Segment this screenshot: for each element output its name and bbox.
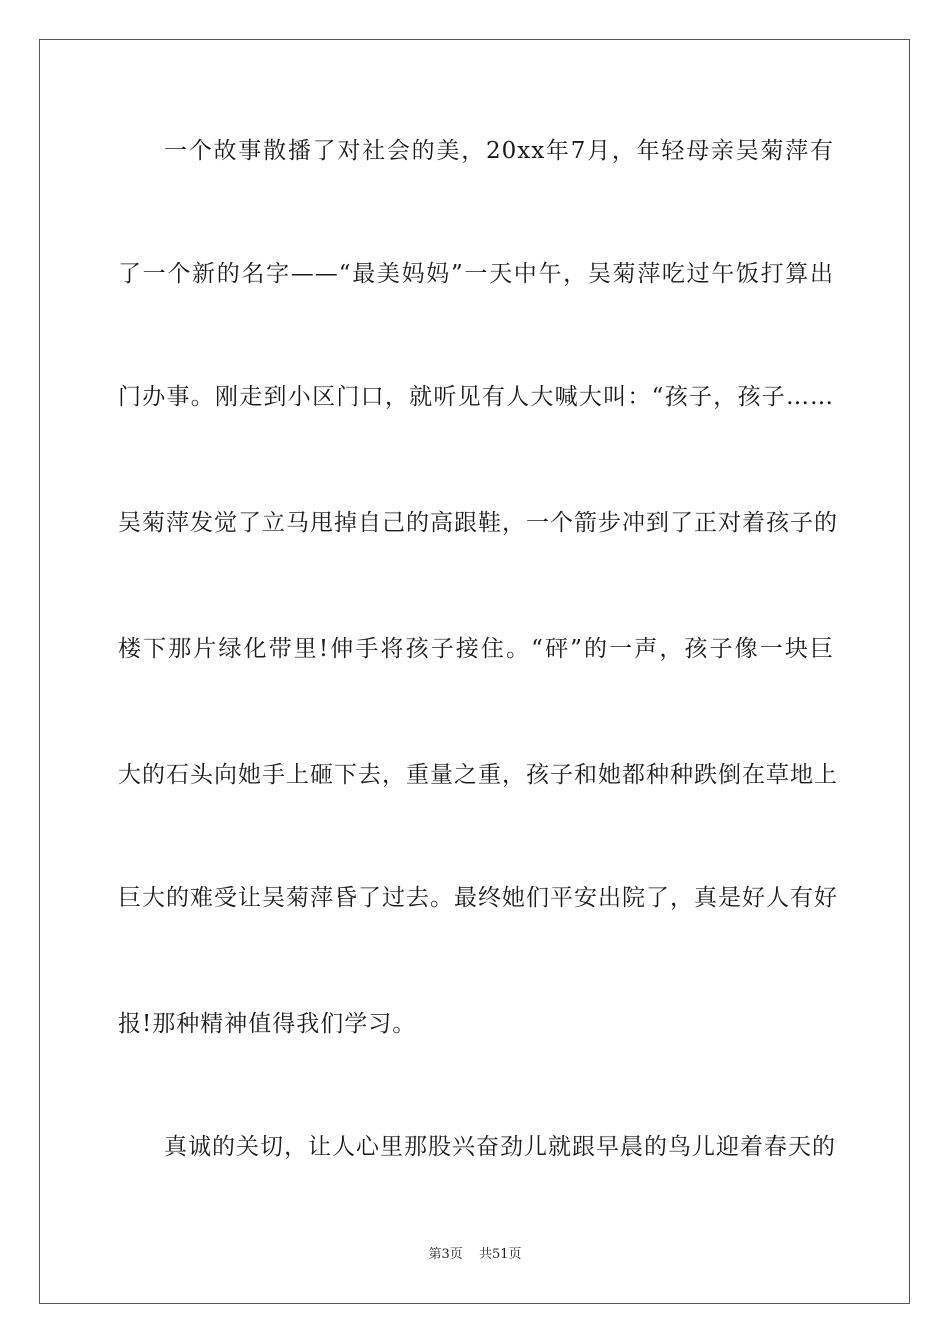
- paragraph-line-5: 楼下那片绿化带里!伸手将孩子接住。“砰”的一声，孩子像一块巨: [118, 636, 834, 662]
- paragraph-line-9: 真诚的关切，让人心里那股兴奋劲儿就跟早晨的鸟儿迎着春天的: [164, 1134, 836, 1160]
- page-total: 共51页: [478, 1247, 522, 1262]
- paragraph-line-6: 大的石头向她手上砸下去，重量之重，孩子和她都种种跌倒在草地上: [118, 762, 838, 788]
- paragraph-line-8: 报!那种精神值得我们学习。: [118, 1011, 417, 1037]
- paragraph-line-1: 一个故事散播了对社会的美，20xx年7月，年轻母亲吴菊萍有: [164, 138, 834, 164]
- paragraph-line-4: 吴菊萍发觉了立马甩掉自己的高跟鞋，一个箭步冲到了正对着孩子的: [118, 510, 838, 536]
- paragraph-line-2: 了一个新的名字——“最美妈妈”一天中午，吴菊萍吃过午饭打算出: [118, 261, 834, 287]
- paragraph-line-7: 巨大的难受让吴菊萍昏了过去。最终她们平安出院了，真是好人有好: [118, 885, 838, 911]
- paragraph-line-3: 门办事。刚走到小区门口，就听见有人大喊大叫：“孩子，孩子……: [118, 384, 834, 410]
- page-footer: [0, 1246, 950, 1264]
- page-border: [39, 39, 910, 1304]
- page-number: 第3页: [428, 1247, 463, 1262]
